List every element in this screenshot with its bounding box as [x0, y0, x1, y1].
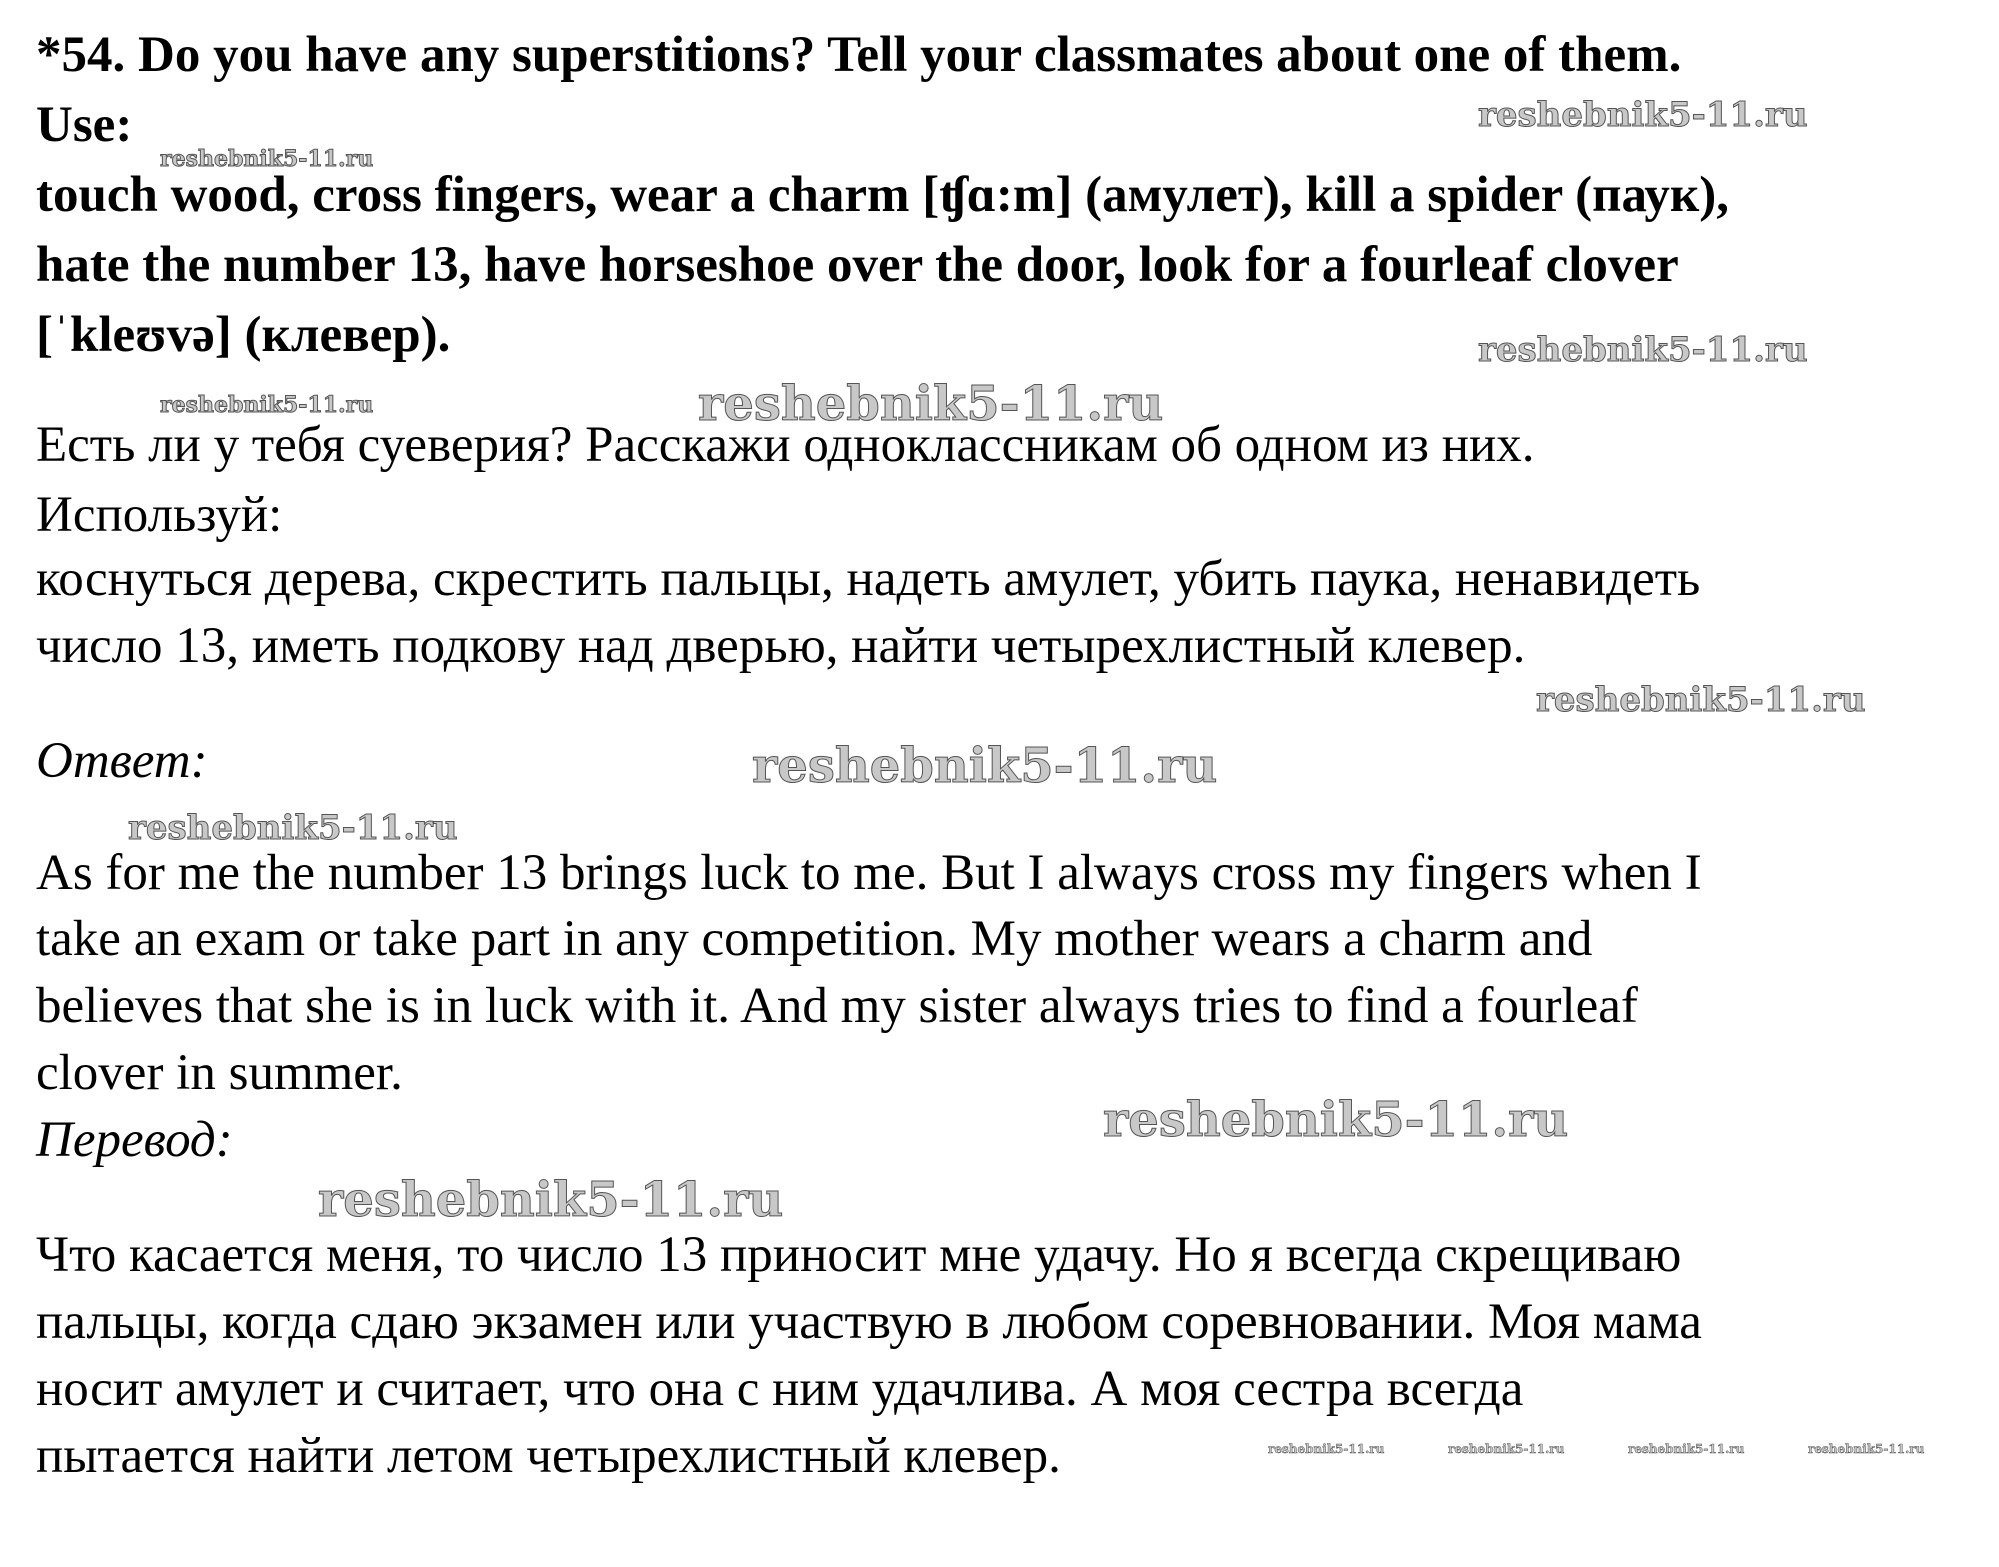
answer-heading: Ответ:	[36, 733, 208, 789]
watermark: reshebnik5-11.ru	[752, 738, 1218, 794]
task-translation-line-4: число 13, иметь подкову над дверью, найти четырехлистный клевер.	[36, 618, 1526, 674]
answer-line-2: take an exam or take part in any competition. My mother wears a charm and	[36, 911, 1593, 967]
watermark: reshebnik5-11.ru	[1808, 1442, 1925, 1456]
translation-line-1: Что касается меня, то число 13 приносит мне удачу. Но я всегда скрещиваю	[36, 1227, 1682, 1283]
answer-line-3: believes that she is in luck with it. And my sister always tries to find a fourleaf	[36, 978, 1638, 1034]
task-translation-line-1: Есть ли у тебя суеверия? Расскажи одноклассникам об одном из них.	[36, 417, 1535, 473]
task-title-line-1: *54. Do you have any superstitions? Tell your classmates about one of them.	[36, 27, 1682, 83]
answer-line-1: As for me the number 13 brings luck to me. But I always cross my fingers when I	[36, 845, 1702, 901]
watermark: reshebnik5-11.ru	[698, 376, 1164, 432]
watermark: reshebnik5-11.ru	[1103, 1092, 1569, 1148]
watermark: reshebnik5-11.ru	[318, 1172, 784, 1228]
watermark: reshebnik5-11.ru	[1268, 1442, 1385, 1456]
task-translation-line-3: коснуться дерева, скрестить пальцы, надеть амулет, убить паука, ненавидеть	[36, 551, 1701, 607]
watermark: reshebnik5-11.ru	[160, 392, 374, 418]
task-phrases-line-2: hate the number 13, have horseshoe over the door, look for a fourleaf clover	[36, 237, 1679, 293]
task-phrases-line-1: touch wood, cross fingers, wear a charm [ʧɑ:m] (амулет), kill a spider (паук),	[36, 167, 1729, 223]
watermark: reshebnik5-11.ru	[1448, 1442, 1565, 1456]
watermark: reshebnik5-11.ru	[160, 146, 374, 172]
task-title-line-2: Use:	[36, 97, 133, 153]
watermark: reshebnik5-11.ru	[1478, 95, 1808, 135]
task-translation-line-2: Используй:	[36, 487, 283, 543]
translation-line-2: пальцы, когда сдаю экзамен или участвую в любом соревновании. Моя мама	[36, 1294, 1702, 1350]
translation-heading: Перевод:	[36, 1112, 233, 1168]
translation-line-4: пытается найти летом четырехлистный клевер.	[36, 1428, 1061, 1484]
answer-line-4: clover in summer.	[36, 1045, 403, 1101]
watermark: reshebnik5-11.ru	[1536, 680, 1866, 720]
task-phrases-line-3: [ˈkleʊvə] (клевер).	[36, 307, 451, 363]
translation-line-3: носит амулет и считает, что она с ним удачлива. А моя сестра всегда	[36, 1361, 1524, 1417]
watermark: reshebnik5-11.ru	[1628, 1442, 1745, 1456]
watermark: reshebnik5-11.ru	[1478, 330, 1808, 370]
watermark: reshebnik5-11.ru	[128, 808, 458, 848]
